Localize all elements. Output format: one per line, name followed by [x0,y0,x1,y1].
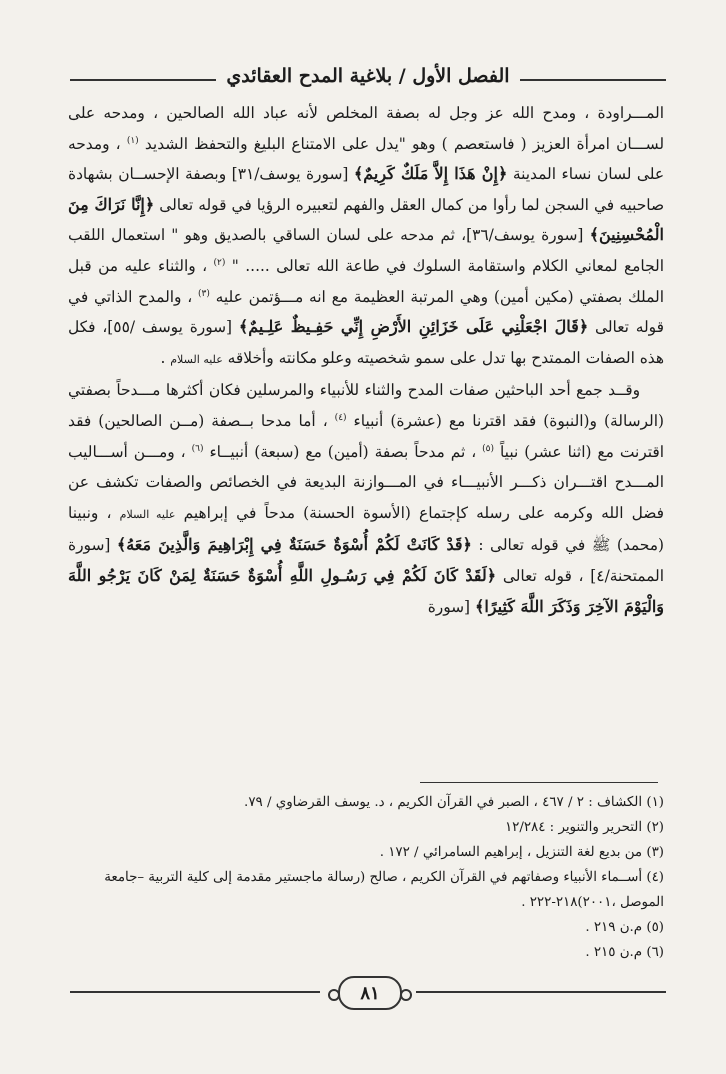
footnote-5: (٥) م.ن ٢١٩ . [585,920,664,935]
text-run: [سورة يوسف/٣٦]، ثم مدحه على لسان الساقي بالصديق وهو " استعمال اللقب الجامع لمعاني الكلام واستقامة السلوك في طاعة الله تعالى ..... " [68,226,664,275]
footer-rule-left [70,991,320,993]
text-run: [سورة يوسف /٥٥]، فكل هذه الصفات الممتدح بها تدل على سمو شخصيته وعلو مكانته وأخلاقه [68,318,664,367]
quran-verse: ﴿إِنْ هَذَا إِلاَّ مَلَكٌ كَرِيمٌ﴾ [353,164,508,184]
text-run: . [160,348,171,367]
footnote-separator [420,782,658,783]
quran-verse: ﴿قَالَ اجْعَلْنِي عَلَى خَزَائِنِ الأَرْضِ إِنِّي حَفِـيظٌ عَلِـيمٌ﴾ [238,317,589,337]
text-run: وقــد جمع أحد الباحثين صفات المدح والثناء للأنبياء والمرسلين فكان أكثرها مـــدحاً بصفتي (الرسالة) و(النبوة) فقد اقترنا مع (عشرة) أنبياء [68,381,664,430]
footnote-1: (١) الكشاف : ٢ / ٤٦٧ ، الصبر في القرآن الكريم ، د. يوسف القرضاوي / ٧٩. [244,795,664,810]
text-run: ، ومدحه على لسان نساء المدينة [68,134,665,184]
text-run: المـــراودة ، ومدح الله عز وجل له بصفة المخلص لأنه عباد الله الصالحين ، ومدحه على لســـان امرأة العزيز ( فاستعصم ) وهو "يدل على الامتناع البليغ والتحفظ الشديد [68,104,665,153]
text-run: ، ومـــن أســـاليب المـــدح اقتـــران ذكـــر الأنبيـــاء في المـــوازنة البديعة في الخصائص والصفات تكشف عن فضل الله وكرمه على رسله كإجتماع (الأسوة الحسنة) مدحاً في إبراهيم [68,442,665,522]
honorific-glyph: عليه السلام [119,507,176,521]
honorific-glyph: عليه السلام [170,352,223,366]
paragraph-1 [68,98,664,375]
text-run: ، ونبينا (محمد) [68,503,664,555]
footnote-4-continued: الموصل ،٢٠٠١)٢١٨-٢٢٢ . [521,895,664,910]
quran-verse: ﴿قَدْ كَانَتْ لَكُمْ أُسْوَةٌ حَسَنَةٌ فِي إِبْرَاهِيمَ وَالَّذِينَ مَعَهُ﴾ [116,535,472,555]
text-run: [سورة [427,597,475,616]
footnote-3: (٣) من بديع لغة التنزيل ، إبراهيم السامرائي / ١٧٢ . [379,845,664,860]
quran-verse: ﴿لَقَدْ كَانَ لَكُمْ فِي رَسُـولِ اللَّهِ أُسْوَةٌ حَسَنَةٌ لِمَنْ كَانَ يَرْجُو اللَّهَ وَالْيَوْمَ الآخِرَ وَذَكَرَ اللَّهَ كَثِيرًا﴾ [68,565,664,616]
quran-verse: ﴿إِنَّا نَرَاكَ مِنَ الْمُحْسِنِينَ﴾ [68,194,664,245]
page-number: ٨١ [338,976,402,1010]
footnote-4: (٤) أســماء الأنبياء وصفاتهم في القرآن الكريم ، صالح (رسالة ماجستير مقدمة إلى كلية التربية –جامعة [104,870,664,885]
page-footer [70,972,666,1012]
footnote-ref-1: (١) [126,135,139,146]
text-run: ، والمدح الذاتي في قوله تعالى [68,287,664,337]
footnotes [68,790,664,965]
text-run: في قوله تعالى : [471,536,592,555]
text-run: ، أما مدحا بــصفة (مــن الصالحين) فقد اقترنت مع (اثنا عشر) نبياً [68,411,664,461]
footnote-ref-5: (٥) [482,443,495,454]
footnote-ref-4: (٤) [334,412,347,423]
footnote-ref-3: (٣) [198,288,210,299]
text-run: ، والثناء عليه من قبل الملك بصفتي (مكين أمين) وهي المرتبة العظيمة مع انه مـــؤتمن عليه [68,256,664,306]
honorific-glyph: ﷺ [591,536,611,555]
paragraph-2 [68,375,664,622]
footnote-ref-2: (٢) [213,257,226,268]
footer-rule-right [416,991,666,993]
footnote-6: (٦) م.ن ٢١٥ . [585,945,664,960]
running-header [70,56,666,96]
footnote-2: (٢) التحرير والتنوير : ١٢/٢٨٤ [504,820,664,835]
footnote-ref-6: (٦) [191,443,204,454]
text-run: [سورة يوسف/٣١] وبصفة الإحســان بشهادة صاحبيه في السجن لما رأوا من كمال العقل والفهم لتعبيره الرؤيا في قوله تعالى [68,165,665,214]
chapter-title: الفصل الأول / بلاغية المدح العقائدي [216,65,519,87]
text-run: ، ثم مدحاً بصفة (أمين) مع (سبعة) أنبيــاء [203,442,483,461]
main-text [68,98,664,622]
text-run: [سورة الممتحنة/٤] ، قوله تعالى [68,536,664,585]
